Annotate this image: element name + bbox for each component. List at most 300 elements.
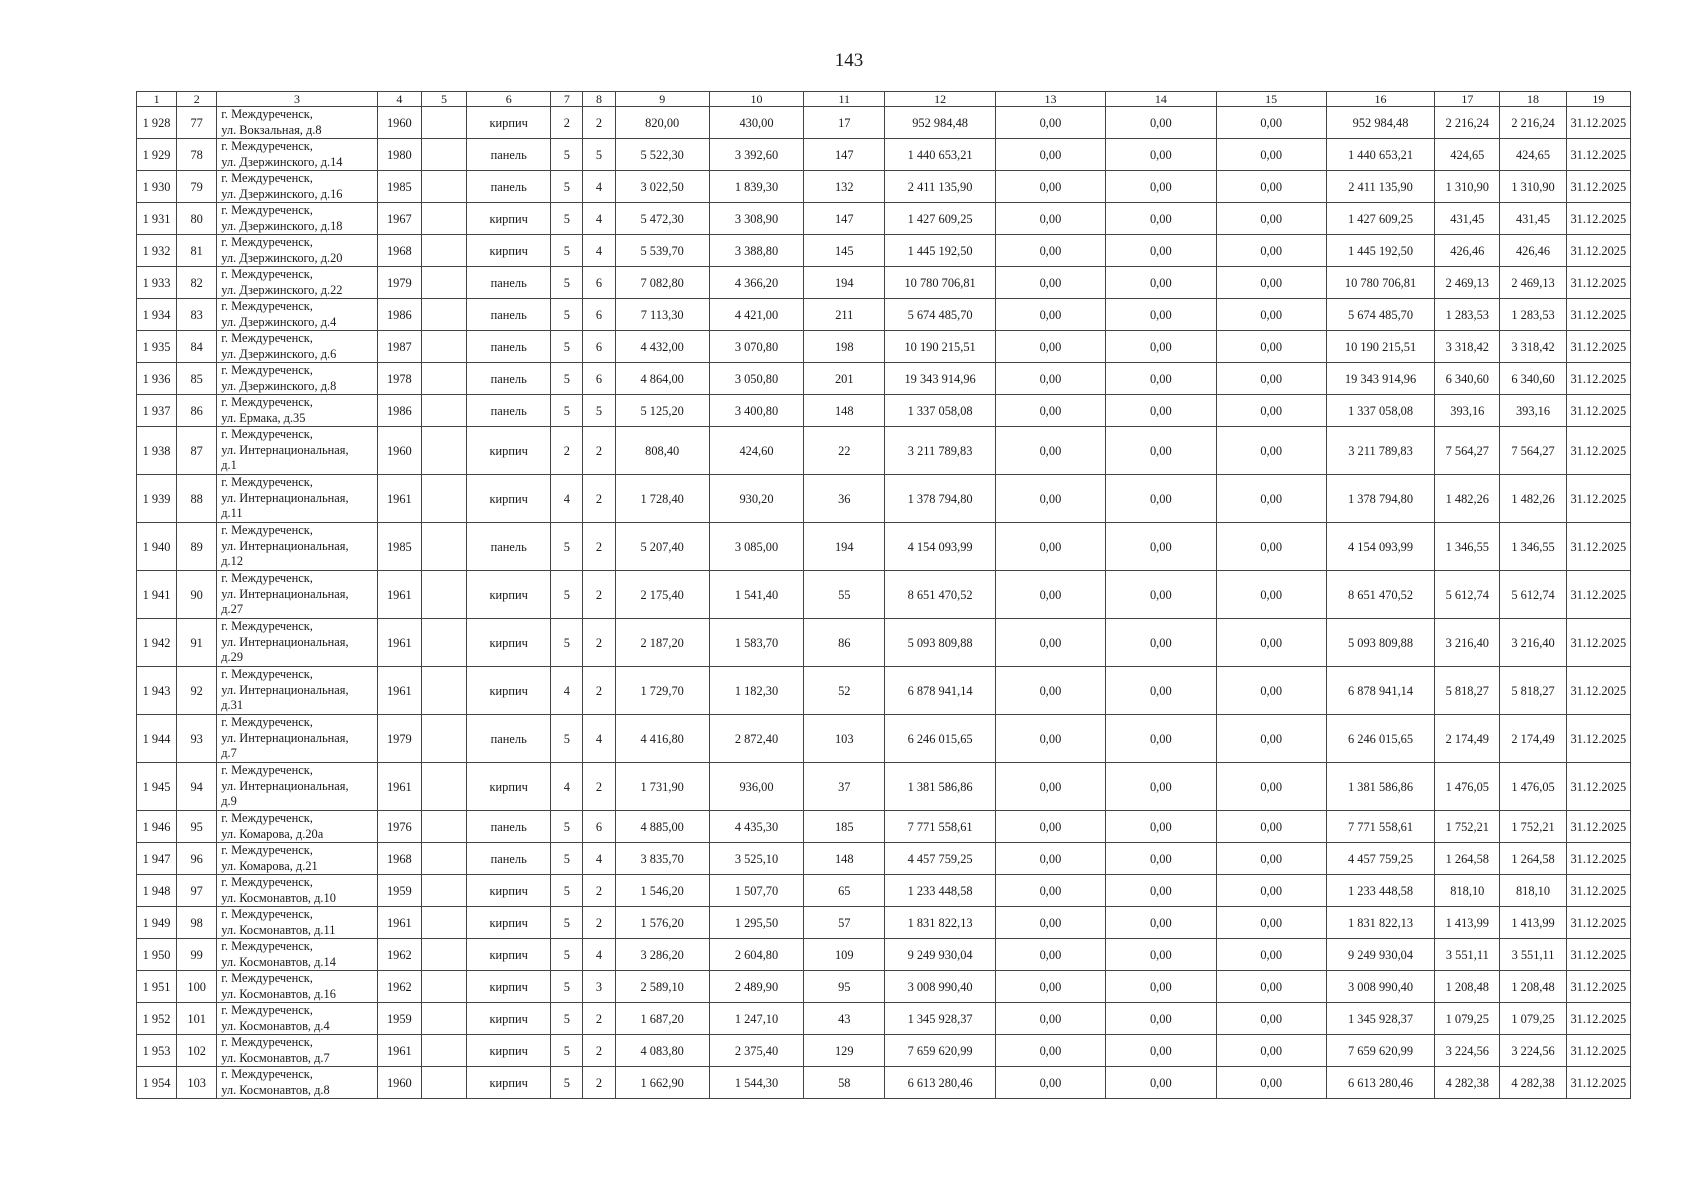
floors-cell: 2 — [551, 107, 583, 139]
column-15-cell: 0,00 — [1216, 235, 1326, 267]
column-16-cost-cell: 1 427 609,25 — [1326, 203, 1434, 235]
row-number-cell: 1 954 — [137, 1067, 177, 1099]
cost-per-sqm-cell: 2 469,13 — [1435, 267, 1500, 299]
wall-material-cell: кирпич — [467, 203, 551, 235]
total-area-cell: 5 539,70 — [615, 235, 709, 267]
table-row — [137, 907, 1631, 939]
cost-per-sqm-cell: 1 283,53 — [1435, 299, 1500, 331]
total-cost-cell: 4 457 759,25 — [885, 843, 995, 875]
column-5-cell — [421, 299, 466, 331]
address-line: ул. Космонавтов, д.4 — [221, 1018, 330, 1033]
total-area-cell: 2 187,20 — [615, 619, 709, 667]
total-area-cell: 1 546,20 — [615, 875, 709, 907]
total-cost-cell: 6 246 015,65 — [885, 715, 995, 763]
completion-date-cell: 31.12.2025 — [1566, 203, 1630, 235]
column-16-cost-cell: 4 457 759,25 — [1326, 843, 1434, 875]
row-number-cell: 1 944 — [137, 715, 177, 763]
column-16-cost-cell: 1 337 058,08 — [1326, 395, 1434, 427]
address-cell — [217, 939, 378, 971]
table-row — [137, 939, 1631, 971]
living-area-cell: 3 070,80 — [709, 331, 803, 363]
address-cell — [217, 363, 378, 395]
column-13-cell: 0,00 — [995, 667, 1105, 715]
column-16-cost-cell: 1 440 653,21 — [1326, 139, 1434, 171]
max-cost-per-sqm-cell: 1 482,26 — [1500, 475, 1566, 523]
column-13-cell: 0,00 — [995, 1003, 1105, 1035]
max-cost-per-sqm-cell: 5 818,27 — [1500, 667, 1566, 715]
page-number: 143 — [834, 50, 864, 71]
address-line: ул. Дзержинского, д.8 — [221, 378, 337, 393]
address-cell — [217, 811, 378, 843]
column-number-header: 4 — [377, 92, 421, 107]
living-area-cell: 936,00 — [709, 763, 803, 811]
address-line: ул. Интернациональная, — [221, 682, 349, 697]
max-cost-per-sqm-cell: 2 216,24 — [1500, 107, 1566, 139]
column-15-cell: 0,00 — [1216, 571, 1326, 619]
address-line: г. Междуреченск, — [221, 571, 313, 586]
max-cost-per-sqm-cell: 3 216,40 — [1500, 619, 1566, 667]
column-15-cell: 0,00 — [1216, 811, 1326, 843]
cost-per-sqm-cell: 1 752,21 — [1435, 811, 1500, 843]
column-5-cell — [421, 1067, 466, 1099]
floors-cell: 5 — [551, 203, 583, 235]
column-13-cell: 0,00 — [995, 715, 1105, 763]
column-15-cell: 0,00 — [1216, 1035, 1326, 1067]
column-13-cell: 0,00 — [995, 427, 1105, 475]
cost-per-sqm-cell: 1 079,25 — [1435, 1003, 1500, 1035]
address-cell — [217, 1003, 378, 1035]
address-line: г. Междуреченск, — [221, 475, 313, 490]
completion-date-cell: 31.12.2025 — [1566, 1035, 1630, 1067]
item-number-cell: 89 — [177, 523, 217, 571]
column-5-cell — [421, 427, 466, 475]
column-5-cell — [421, 107, 466, 139]
row-number-cell: 1 946 — [137, 811, 177, 843]
column-13-cell: 0,00 — [995, 939, 1105, 971]
item-number-cell: 100 — [177, 971, 217, 1003]
living-area-cell: 2 489,90 — [709, 971, 803, 1003]
entrances-cell: 2 — [583, 107, 615, 139]
item-number-cell: 92 — [177, 667, 217, 715]
total-area-cell: 4 416,80 — [615, 715, 709, 763]
construction-year-cell: 1976 — [377, 811, 421, 843]
column-15-cell: 0,00 — [1216, 427, 1326, 475]
wall-material-cell: панель — [467, 843, 551, 875]
completion-date-cell: 31.12.2025 — [1566, 843, 1630, 875]
total-area-cell: 1 662,90 — [615, 1067, 709, 1099]
construction-year-cell: 1979 — [377, 715, 421, 763]
column-14-cell: 0,00 — [1106, 875, 1216, 907]
column-5-cell — [421, 811, 466, 843]
column-5-cell — [421, 235, 466, 267]
column-15-cell: 0,00 — [1216, 971, 1326, 1003]
max-cost-per-sqm-cell: 1 476,05 — [1500, 763, 1566, 811]
column-13-cell: 0,00 — [995, 299, 1105, 331]
total-cost-cell: 1 233 448,58 — [885, 875, 995, 907]
wall-material-cell: кирпич — [467, 107, 551, 139]
entrances-cell: 2 — [583, 523, 615, 571]
living-area-cell: 4 366,20 — [709, 267, 803, 299]
floors-cell: 5 — [551, 523, 583, 571]
floors-cell: 5 — [551, 1067, 583, 1099]
column-16-cost-cell: 1 378 794,80 — [1326, 475, 1434, 523]
column-14-cell: 0,00 — [1106, 811, 1216, 843]
row-number-cell: 1 929 — [137, 139, 177, 171]
address-line: ул. Космонавтов, д.10 — [221, 890, 336, 905]
wall-material-cell: панель — [467, 299, 551, 331]
floors-cell: 5 — [551, 395, 583, 427]
column-number-header: 3 — [217, 92, 378, 107]
total-area-cell: 3 022,50 — [615, 171, 709, 203]
column-number-header: 8 — [583, 92, 615, 107]
column-number-header: 1 — [137, 92, 177, 107]
column-15-cell: 0,00 — [1216, 875, 1326, 907]
item-number-cell: 87 — [177, 427, 217, 475]
total-cost-cell: 3 211 789,83 — [885, 427, 995, 475]
column-13-cell: 0,00 — [995, 763, 1105, 811]
entrances-cell: 2 — [583, 475, 615, 523]
address-line: г. Междуреченск, — [221, 395, 313, 409]
address-cell — [217, 1067, 378, 1099]
column-15-cell: 0,00 — [1216, 267, 1326, 299]
column-5-cell — [421, 667, 466, 715]
address-line: ул. Вокзальная, д.8 — [221, 122, 322, 137]
row-number-cell: 1 930 — [137, 171, 177, 203]
total-area-cell: 5 207,40 — [615, 523, 709, 571]
residents-cell: 43 — [804, 1003, 885, 1035]
column-5-cell — [421, 363, 466, 395]
cost-per-sqm-cell: 1 482,26 — [1435, 475, 1500, 523]
column-13-cell: 0,00 — [995, 331, 1105, 363]
wall-material-cell: панель — [467, 139, 551, 171]
table-row — [137, 299, 1631, 331]
column-13-cell: 0,00 — [995, 811, 1105, 843]
total-area-cell: 4 864,00 — [615, 363, 709, 395]
floors-cell: 5 — [551, 363, 583, 395]
total-cost-cell: 10 780 706,81 — [885, 267, 995, 299]
entrances-cell: 2 — [583, 667, 615, 715]
max-cost-per-sqm-cell: 6 340,60 — [1500, 363, 1566, 395]
construction-year-cell: 1978 — [377, 363, 421, 395]
address-line: г. Междуреченск, — [221, 907, 313, 921]
column-number-header: 10 — [709, 92, 803, 107]
table-row — [137, 715, 1631, 763]
table-row — [137, 1003, 1631, 1035]
column-5-cell — [421, 763, 466, 811]
address-line: г. Междуреченск, — [221, 619, 313, 634]
construction-year-cell: 1985 — [377, 523, 421, 571]
table-row — [137, 203, 1631, 235]
item-number-cell: 79 — [177, 171, 217, 203]
address-line: г. Междуреченск, — [221, 235, 313, 249]
address-cell — [217, 171, 378, 203]
completion-date-cell: 31.12.2025 — [1566, 139, 1630, 171]
total-area-cell: 3 286,20 — [615, 939, 709, 971]
cost-per-sqm-cell: 3 216,40 — [1435, 619, 1500, 667]
row-number-cell: 1 939 — [137, 475, 177, 523]
wall-material-cell: кирпич — [467, 1067, 551, 1099]
column-13-cell: 0,00 — [995, 1035, 1105, 1067]
construction-year-cell: 1961 — [377, 571, 421, 619]
column-14-cell: 0,00 — [1106, 427, 1216, 475]
construction-year-cell: 1961 — [377, 475, 421, 523]
column-15-cell: 0,00 — [1216, 171, 1326, 203]
table-row — [137, 571, 1631, 619]
row-number-cell: 1 933 — [137, 267, 177, 299]
address-line: д.1 — [221, 458, 237, 473]
item-number-cell: 95 — [177, 811, 217, 843]
item-number-cell: 81 — [177, 235, 217, 267]
entrances-cell: 2 — [583, 1035, 615, 1067]
column-5-cell — [421, 203, 466, 235]
completion-date-cell: 31.12.2025 — [1566, 475, 1630, 523]
column-14-cell: 0,00 — [1106, 939, 1216, 971]
max-cost-per-sqm-cell: 3 224,56 — [1500, 1035, 1566, 1067]
residents-cell: 148 — [804, 395, 885, 427]
row-number-cell: 1 945 — [137, 763, 177, 811]
column-13-cell: 0,00 — [995, 395, 1105, 427]
column-16-cost-cell: 4 154 093,99 — [1326, 523, 1434, 571]
wall-material-cell: кирпич — [467, 571, 551, 619]
entrances-cell: 2 — [583, 1003, 615, 1035]
max-cost-per-sqm-cell: 426,46 — [1500, 235, 1566, 267]
row-number-cell: 1 931 — [137, 203, 177, 235]
total-area-cell: 5 472,30 — [615, 203, 709, 235]
address-cell — [217, 395, 378, 427]
completion-date-cell: 31.12.2025 — [1566, 875, 1630, 907]
column-number-header: 9 — [615, 92, 709, 107]
row-number-cell: 1 935 — [137, 331, 177, 363]
address-cell — [217, 299, 378, 331]
column-5-cell — [421, 139, 466, 171]
living-area-cell: 1 839,30 — [709, 171, 803, 203]
row-number-cell: 1 952 — [137, 1003, 177, 1035]
column-14-cell: 0,00 — [1106, 971, 1216, 1003]
entrances-cell: 6 — [583, 267, 615, 299]
column-16-cost-cell: 1 345 928,37 — [1326, 1003, 1434, 1035]
construction-year-cell: 1962 — [377, 971, 421, 1003]
wall-material-cell: кирпич — [467, 763, 551, 811]
column-5-cell — [421, 715, 466, 763]
entrances-cell: 2 — [583, 1067, 615, 1099]
cost-per-sqm-cell: 1 310,90 — [1435, 171, 1500, 203]
item-number-cell: 97 — [177, 875, 217, 907]
column-14-cell: 0,00 — [1106, 571, 1216, 619]
column-15-cell: 0,00 — [1216, 939, 1326, 971]
completion-date-cell: 31.12.2025 — [1566, 523, 1630, 571]
residents-cell: 95 — [804, 971, 885, 1003]
total-area-cell: 1 687,20 — [615, 1003, 709, 1035]
column-5-cell — [421, 1035, 466, 1067]
address-line: ул. Интернациональная, — [221, 730, 349, 745]
entrances-cell: 4 — [583, 715, 615, 763]
max-cost-per-sqm-cell: 1 310,90 — [1500, 171, 1566, 203]
total-cost-cell: 19 343 914,96 — [885, 363, 995, 395]
column-14-cell: 0,00 — [1106, 1035, 1216, 1067]
table-row — [137, 235, 1631, 267]
cost-per-sqm-cell: 818,10 — [1435, 875, 1500, 907]
address-line: ул. Интернациональная, — [221, 634, 349, 649]
column-number-header: 13 — [995, 92, 1105, 107]
total-area-cell: 808,40 — [615, 427, 709, 475]
item-number-cell: 78 — [177, 139, 217, 171]
max-cost-per-sqm-cell: 7 564,27 — [1500, 427, 1566, 475]
construction-year-cell: 1960 — [377, 107, 421, 139]
entrances-cell: 6 — [583, 363, 615, 395]
cost-per-sqm-cell: 7 564,27 — [1435, 427, 1500, 475]
item-number-cell: 82 — [177, 267, 217, 299]
address-line: ул. Космонавтов, д.14 — [221, 954, 336, 969]
item-number-cell: 93 — [177, 715, 217, 763]
address-cell — [217, 331, 378, 363]
column-number-header: 6 — [467, 92, 551, 107]
address-line: ул. Космонавтов, д.11 — [221, 922, 336, 937]
entrances-cell: 5 — [583, 395, 615, 427]
entrances-cell: 4 — [583, 203, 615, 235]
construction-year-cell: 1962 — [377, 939, 421, 971]
floors-cell: 5 — [551, 1003, 583, 1035]
entrances-cell: 4 — [583, 235, 615, 267]
table-row — [137, 171, 1631, 203]
address-line: ул. Дзержинского, д.18 — [221, 218, 343, 233]
residents-cell: 211 — [804, 299, 885, 331]
address-line: ул. Интернациональная, — [221, 778, 349, 793]
column-14-cell: 0,00 — [1106, 763, 1216, 811]
row-number-cell: 1 934 — [137, 299, 177, 331]
wall-material-cell: кирпич — [467, 907, 551, 939]
table-body — [137, 107, 1631, 1099]
address-cell — [217, 907, 378, 939]
column-15-cell: 0,00 — [1216, 107, 1326, 139]
total-cost-cell: 1 381 586,86 — [885, 763, 995, 811]
entrances-cell: 6 — [583, 811, 615, 843]
wall-material-cell: панель — [467, 267, 551, 299]
living-area-cell: 3 392,60 — [709, 139, 803, 171]
cost-per-sqm-cell: 1 264,58 — [1435, 843, 1500, 875]
column-16-cost-cell: 7 659 620,99 — [1326, 1035, 1434, 1067]
completion-date-cell: 31.12.2025 — [1566, 107, 1630, 139]
column-15-cell: 0,00 — [1216, 907, 1326, 939]
address-line: г. Междуреченск, — [221, 299, 313, 313]
living-area-cell: 3 308,90 — [709, 203, 803, 235]
total-area-cell: 1 729,70 — [615, 667, 709, 715]
total-area-cell: 4 885,00 — [615, 811, 709, 843]
address-line: г. Междуреченск, — [221, 843, 313, 857]
completion-date-cell: 31.12.2025 — [1566, 939, 1630, 971]
column-13-cell: 0,00 — [995, 619, 1105, 667]
column-5-cell — [421, 395, 466, 427]
column-16-cost-cell: 3 008 990,40 — [1326, 971, 1434, 1003]
floors-cell: 5 — [551, 939, 583, 971]
row-number-cell: 1 953 — [137, 1035, 177, 1067]
residents-cell: 185 — [804, 811, 885, 843]
row-number-cell: 1 932 — [137, 235, 177, 267]
table-row — [137, 427, 1631, 475]
residents-cell: 198 — [804, 331, 885, 363]
max-cost-per-sqm-cell: 1 208,48 — [1500, 971, 1566, 1003]
address-line: д.27 — [221, 602, 244, 617]
column-14-cell: 0,00 — [1106, 523, 1216, 571]
row-number-cell: 1 947 — [137, 843, 177, 875]
address-cell — [217, 875, 378, 907]
wall-material-cell: панель — [467, 395, 551, 427]
construction-year-cell: 1985 — [377, 171, 421, 203]
column-16-cost-cell: 1 831 822,13 — [1326, 907, 1434, 939]
floors-cell: 5 — [551, 843, 583, 875]
column-5-cell — [421, 875, 466, 907]
living-area-cell: 930,20 — [709, 475, 803, 523]
column-number-header: 17 — [1435, 92, 1500, 107]
column-16-cost-cell: 7 771 558,61 — [1326, 811, 1434, 843]
living-area-cell: 4 421,00 — [709, 299, 803, 331]
max-cost-per-sqm-cell: 1 079,25 — [1500, 1003, 1566, 1035]
item-number-cell: 102 — [177, 1035, 217, 1067]
column-15-cell: 0,00 — [1216, 139, 1326, 171]
column-15-cell: 0,00 — [1216, 763, 1326, 811]
total-area-cell: 7 113,30 — [615, 299, 709, 331]
row-number-cell: 1 950 — [137, 939, 177, 971]
completion-date-cell: 31.12.2025 — [1566, 267, 1630, 299]
column-16-cost-cell: 9 249 930,04 — [1326, 939, 1434, 971]
max-cost-per-sqm-cell: 2 174,49 — [1500, 715, 1566, 763]
column-16-cost-cell: 19 343 914,96 — [1326, 363, 1434, 395]
address-line: г. Междуреченск, — [221, 1003, 313, 1017]
address-cell — [217, 843, 378, 875]
address-cell — [217, 523, 378, 571]
column-14-cell: 0,00 — [1106, 475, 1216, 523]
residents-cell: 147 — [804, 203, 885, 235]
column-14-cell: 0,00 — [1106, 299, 1216, 331]
completion-date-cell: 31.12.2025 — [1566, 363, 1630, 395]
column-5-cell — [421, 571, 466, 619]
address-line: г. Междуреченск, — [221, 811, 313, 825]
address-line: ул. Интернациональная, — [221, 490, 349, 505]
construction-year-cell: 1961 — [377, 667, 421, 715]
address-line: д.31 — [221, 698, 244, 713]
living-area-cell: 2 604,80 — [709, 939, 803, 971]
total-area-cell: 3 835,70 — [615, 843, 709, 875]
total-area-cell: 4 083,80 — [615, 1035, 709, 1067]
address-cell — [217, 1035, 378, 1067]
floors-cell: 5 — [551, 715, 583, 763]
column-15-cell: 0,00 — [1216, 363, 1326, 395]
wall-material-cell: кирпич — [467, 619, 551, 667]
floors-cell: 5 — [551, 907, 583, 939]
item-number-cell: 99 — [177, 939, 217, 971]
wall-material-cell: кирпич — [467, 1003, 551, 1035]
living-area-cell: 424,60 — [709, 427, 803, 475]
entrances-cell: 2 — [583, 875, 615, 907]
floors-cell: 5 — [551, 331, 583, 363]
address-cell — [217, 139, 378, 171]
column-14-cell: 0,00 — [1106, 715, 1216, 763]
column-13-cell: 0,00 — [995, 139, 1105, 171]
row-number-cell: 1 949 — [137, 907, 177, 939]
address-line: г. Междуреченск, — [221, 763, 313, 778]
residents-cell: 55 — [804, 571, 885, 619]
column-16-cost-cell: 8 651 470,52 — [1326, 571, 1434, 619]
completion-date-cell: 31.12.2025 — [1566, 299, 1630, 331]
row-number-cell: 1 951 — [137, 971, 177, 1003]
construction-year-cell: 1961 — [377, 907, 421, 939]
entrances-cell: 2 — [583, 907, 615, 939]
wall-material-cell: панель — [467, 363, 551, 395]
address-line: ул. Космонавтов, д.7 — [221, 1050, 330, 1065]
construction-year-cell: 1986 — [377, 299, 421, 331]
cost-per-sqm-cell: 5 818,27 — [1435, 667, 1500, 715]
column-13-cell: 0,00 — [995, 907, 1105, 939]
living-area-cell: 1 247,10 — [709, 1003, 803, 1035]
